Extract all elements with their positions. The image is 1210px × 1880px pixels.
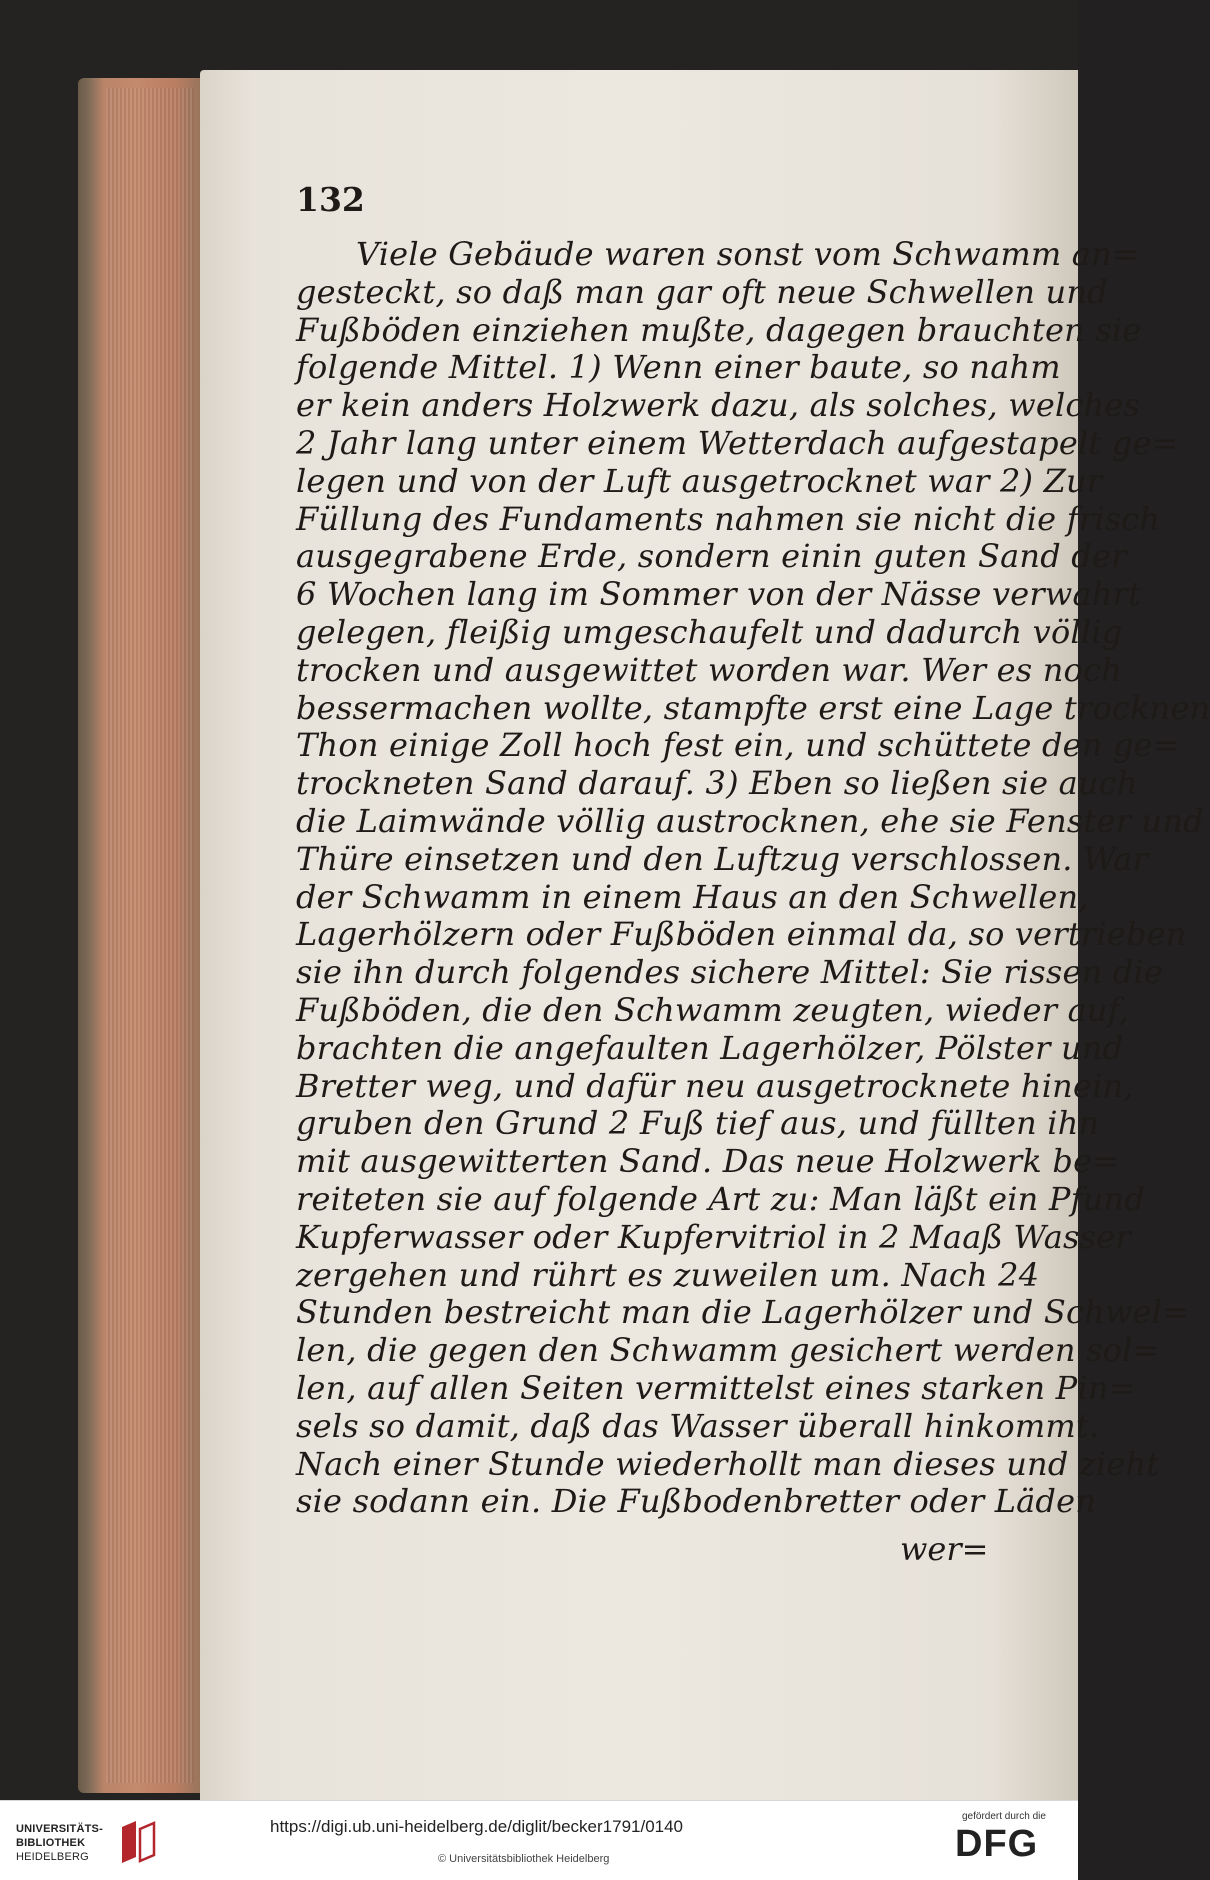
library-emblem-icon: [116, 1817, 162, 1867]
text-line: Kupferwasser oder Kupfervitriol in 2 Maaß Wasser: [296, 1217, 1131, 1256]
text-line: gesteckt, so daß man gar oft neue Schwellen und: [296, 272, 1108, 311]
text-line: trocken und ausgewittet worden war. Wer es noch: [296, 650, 1122, 689]
text-line: Lagerhölzern oder Fußböden einmal da, so vertrieben: [296, 915, 1187, 954]
text-line: sie ihn durch folgendes sichere Mittel: Sie rissen die: [296, 953, 1164, 992]
text-line: er kein anders Holzwerk dazu, als solches, welches: [296, 386, 1141, 425]
text-line: die Laimwände völlig austrocknen, ehe sie Fenster und: [296, 801, 1204, 840]
text-line: trockneten Sand darauf. 3) Eben so ließen sie auch: [296, 764, 1138, 803]
text-line: ausgegrabene Erde, sondern einin guten Sand der: [296, 537, 1127, 576]
document-url-link[interactable]: https://digi.ub.uni-heidelberg.de/diglit/becker1791/0140: [270, 1817, 684, 1836]
text-line: Fußböden einziehen mußte, dagegen brauchten sie: [296, 310, 1142, 349]
page-number: 132: [296, 180, 365, 219]
text-line: reiteten sie auf folgende Art zu: Man läßt ein Pfund: [296, 1179, 1145, 1218]
text-line: brachten die angefaulten Lagerhölzer, Pölster und: [296, 1028, 1124, 1067]
text-line: bessermachen wollte, stampfte erst eine Lage trocknen: [296, 688, 1210, 727]
text-line: Thüre einsetzen und den Luftzug verschlossen. War: [296, 839, 1149, 878]
text-line: len, die gegen den Schwamm gesichert werden sol=: [296, 1331, 1160, 1370]
logo-text-line1: UNIVERSITÄTS-: [16, 1823, 103, 1835]
logo-text-line3: HEIDELBERG: [16, 1851, 89, 1863]
funding-note: gefördert durch die: [962, 1811, 1046, 1822]
text-line: Bretter weg, und dafür neu ausgetrocknete hinein,: [296, 1066, 1134, 1105]
text-line: sie sodann ein. Die Fußbodenbretter oder Läden: [296, 1482, 1097, 1521]
text-line: gelegen, fleißig umgeschaufelt und dadurch völlig: [296, 612, 1123, 651]
library-logo[interactable]: [16, 1815, 216, 1867]
dfg-logo[interactable]: DFG: [955, 1823, 1039, 1865]
text-line: gruben den Grund 2 Fuß tief aus, und füllten ihn: [296, 1104, 1100, 1143]
text-line: Nach einer Stunde wiederhollt man dieses und zieht: [296, 1444, 1160, 1483]
text-line: mit ausgewitterten Sand. Das neue Holzwerk be=: [296, 1142, 1120, 1181]
text-line: len, auf allen Seiten vermittelst eines starken Pin=: [296, 1368, 1136, 1407]
text-line: 2 Jahr lang unter einem Wetterdach aufgestapelt ge=: [296, 423, 1179, 462]
text-line: Fußböden, die den Schwamm zeugten, wieder auf,: [296, 990, 1129, 1029]
catchword: wer=: [900, 1530, 989, 1568]
viewer-footer: [0, 1800, 1078, 1880]
text-line: Viele Gebäude waren sonst vom Schwamm an=: [356, 235, 1139, 273]
text-line: Thon einige Zoll hoch fest ein, und schüttete den ge=: [296, 726, 1180, 765]
logo-text-line2: BIBLIOTHEK: [16, 1837, 86, 1849]
copyright-notice: © Universitätsbibliothek Heidelberg: [438, 1853, 610, 1865]
text-line: sels so damit, daß das Wasser überall hinkommt.: [296, 1406, 1100, 1445]
text-line: zergehen und rührt es zuweilen um. Nach 24: [296, 1255, 1040, 1294]
page-text: [296, 235, 1210, 1521]
text-line: 6 Wochen lang im Sommer von der Nässe verwahrt: [296, 575, 1142, 614]
text-line: Füllung des Fundaments nahmen sie nicht die frisch: [296, 499, 1161, 538]
text-line: Stunden bestreicht man die Lagerhölzer und Schwel=: [296, 1293, 1190, 1332]
text-line: legen und von der Luft ausgetrocknet war 2) Zur: [296, 461, 1103, 500]
text-line: der Schwamm in einem Haus an den Schwellen,: [296, 877, 1089, 916]
book-page-edges: [78, 78, 208, 1793]
text-line: folgende Mittel. 1) Wenn einer baute, so nahm: [296, 348, 1061, 387]
